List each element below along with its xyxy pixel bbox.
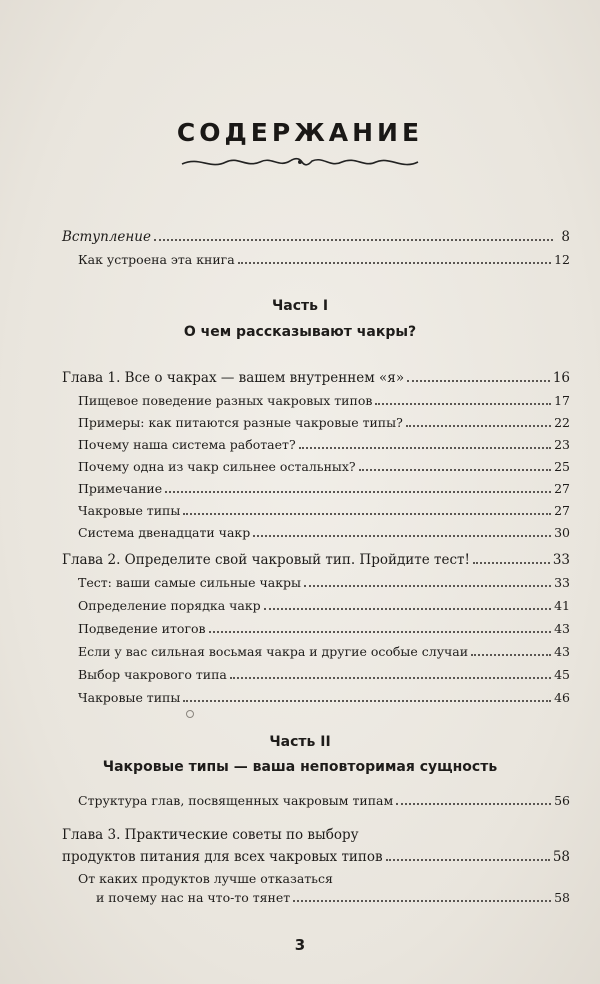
toc-entry-page: 46	[554, 690, 570, 705]
leader-dots	[473, 561, 550, 564]
toc-entry-page: 23	[554, 437, 570, 452]
toc-entry-page: 43	[554, 621, 570, 636]
leader-dots	[406, 424, 551, 427]
leader-dots	[293, 899, 551, 902]
leader-dots	[396, 802, 551, 805]
toc-entry-page: 30	[554, 525, 570, 540]
toc-entry-label: Примеры: как питаются разные чакровые типы?	[78, 415, 403, 430]
toc-entry-label: Глава 1. Все о чакрах — вашем внутреннем «я»	[62, 370, 405, 386]
toc-subentry[interactable]	[78, 414, 570, 432]
part-2-title[interactable]: Чакровые типы — ваша неповторимая сущность	[102, 759, 498, 775]
page-number: 3	[294, 936, 306, 954]
leader-dots	[304, 584, 551, 587]
leader-dots	[154, 238, 553, 241]
toc-entry-page: 58	[552, 849, 570, 865]
toc-entry-label: Определение порядка чакр	[78, 598, 261, 613]
toc-entry-label: продуктов питания для всех чакровых типов	[62, 849, 383, 865]
toc-entry-structure[interactable]	[78, 792, 570, 810]
leader-dots	[183, 699, 551, 702]
part-2-label: Часть II	[269, 734, 331, 750]
toc-subentry[interactable]	[78, 458, 570, 476]
toc-subentry[interactable]	[78, 392, 570, 410]
toc-entry-label: и почему нас на что-то тянет	[96, 890, 291, 905]
toc-entry-label: Тест: ваши самые сильные чакры	[78, 575, 301, 590]
toc-entry-page: 33	[554, 575, 570, 590]
toc-subentry[interactable]	[78, 436, 570, 454]
leader-dots	[299, 446, 551, 449]
toc-entry-how-book-works[interactable]	[78, 251, 570, 269]
leader-dots	[209, 630, 552, 633]
leader-dots	[386, 858, 550, 861]
part-1-label: Часть I	[271, 298, 329, 314]
toc-entry-page: 8	[561, 229, 570, 245]
toc-entry-label: Структура глав, посвященных чакровым типам	[78, 793, 394, 808]
toc-entry-label: Если у вас сильная восьмая чакра и другие особые случаи	[78, 644, 469, 659]
toc-subentry[interactable]	[78, 574, 570, 592]
toc-entry-page: 27	[554, 481, 570, 496]
leader-dots	[359, 468, 551, 471]
part-1-title[interactable]: О чем рассказывают чакры?	[183, 324, 417, 340]
toc-entry-label: Глава 2. Определите свой чакровый тип. Пройдите тест!	[62, 552, 470, 568]
toc-entry-page: 22	[554, 415, 570, 430]
toc-entry-page: 41	[554, 598, 570, 613]
leader-dots	[238, 261, 551, 264]
toc-entry-page: 58	[554, 890, 570, 905]
toc-entry-page: 12	[554, 252, 570, 267]
toc-entry-page: 33	[552, 552, 570, 568]
leader-dots	[230, 676, 551, 679]
toc-entry-page: 16	[552, 370, 570, 386]
toc-entry-label: Пищевое поведение разных чакровых типов	[78, 393, 373, 408]
toc-subentry[interactable]	[78, 524, 570, 542]
toc-entry-chapter-2[interactable]	[62, 551, 570, 569]
toc-entry-page: 45	[554, 667, 570, 682]
leader-dots	[253, 534, 551, 537]
toc-entry-page: 43	[554, 644, 570, 659]
toc-entry-label: Вступление	[62, 229, 151, 245]
toc-entry-chapter-1[interactable]	[62, 369, 570, 387]
page-title: СОДЕРЖАНИЕ	[176, 118, 424, 147]
toc-entry-label: Подведение итогов	[78, 621, 206, 636]
toc-entry-page: 25	[554, 459, 570, 474]
toc-entry-chapter-3[interactable]	[62, 848, 570, 866]
toc-subentry[interactable]	[78, 666, 570, 684]
toc-entry-label: Выбор чакрового типа	[78, 667, 227, 682]
toc-entry-label: Чакровые типы	[78, 503, 181, 518]
toc-entry-page: 27	[554, 503, 570, 518]
decorative-flourish	[180, 152, 420, 172]
toc-chapter-3-line1[interactable]: Глава 3. Практические советы по выбору	[62, 827, 359, 843]
toc-entry-label: Примечание	[78, 481, 163, 496]
leader-dots	[471, 653, 551, 656]
toc-subentry-line1[interactable]: От каких продуктов лучше отказаться	[78, 871, 333, 886]
toc-subentry[interactable]	[78, 689, 570, 707]
paper-speck	[186, 710, 194, 718]
leader-dots	[264, 607, 551, 610]
toc-subentry[interactable]	[78, 597, 570, 615]
toc-subentry[interactable]	[78, 620, 570, 638]
toc-entry-intro[interactable]	[62, 228, 570, 246]
toc-entry-page: 17	[554, 393, 570, 408]
toc-entry-page: 56	[554, 793, 570, 808]
toc-entry-label: Чакровые типы	[78, 690, 181, 705]
leader-dots	[407, 379, 550, 382]
toc-entry-label: Как устроена эта книга	[78, 252, 235, 267]
toc-entry-label: Система двенадцати чакр	[78, 525, 251, 540]
toc-subentry[interactable]	[96, 889, 570, 907]
toc-entry-label: Почему наша система работает?	[78, 437, 296, 452]
toc-subentry[interactable]	[78, 480, 570, 498]
toc-subentry[interactable]	[78, 502, 570, 520]
toc-entry-label: Почему одна из чакр сильнее остальных?	[78, 459, 356, 474]
leader-dots	[375, 402, 551, 405]
leader-dots	[183, 512, 551, 515]
leader-dots	[165, 490, 551, 493]
toc-subentry[interactable]	[78, 643, 570, 661]
